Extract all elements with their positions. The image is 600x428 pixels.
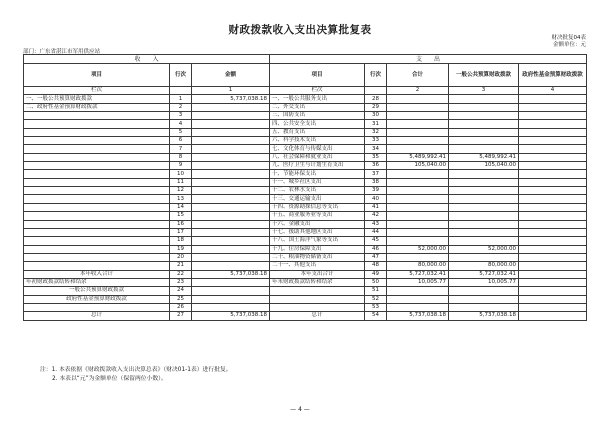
income-amount [192,112,270,120]
expense-line: 33 [365,137,387,145]
expense-general-budget [449,137,519,145]
income-amount [192,120,270,128]
income-item [24,262,170,270]
expense-line: 32 [365,128,387,136]
expense-item: 九、医疗卫生与计划生育支出 [270,162,365,170]
income-amount [192,162,270,170]
income-line: 3 [170,112,192,120]
table-row [24,303,587,311]
expense-gov-fund [519,178,587,186]
income-item [24,203,170,211]
expense-line: 29 [365,103,387,111]
expense-gov-fund [519,112,587,120]
footnotes [40,366,232,384]
income-item [24,245,170,253]
expense-item: 十五、商业服务业等支出 [270,212,365,220]
col-header-line: 行次 [170,64,192,87]
col-ref-1: 1 [192,87,270,95]
income-item [24,195,170,203]
expense-total [387,203,449,211]
income-amount [192,195,270,203]
expense-gov-fund [519,137,587,145]
expense-gov-fund [519,120,587,128]
expense-item: 十四、资源勘探信息等支出 [270,203,365,211]
expense-gov-fund [519,270,587,278]
income-amount [192,228,270,236]
income-line: 16 [170,220,192,228]
expense-item: 十一、城乡社区支出 [270,178,365,186]
expense-general-budget [449,120,519,128]
expense-line: 36 [365,162,387,170]
expense-general-budget [449,128,519,136]
income-item [24,162,170,170]
expense-gov-fund [519,162,587,170]
table-row [24,103,587,111]
expense-total [387,237,449,245]
table-row [24,170,587,178]
expense-total [387,145,449,153]
table-row [24,262,587,270]
income-amount [192,237,270,245]
col-ref-4: 4 [519,87,587,95]
income-line: 18 [170,237,192,245]
income-amount: 5,737,038.18 [192,95,270,103]
footnote-2: 2. 本表以“元”为金额单位（保留两位小数）。 [52,376,167,382]
expense-gov-fund [519,187,587,195]
income-item [24,170,170,178]
expense-general-budget [449,253,519,261]
expense-total: 5,489,992.41 [387,153,449,161]
col-header-general-budget: 一般公共预算财政拨款 [449,64,519,87]
expense-general-budget: 5,737,038.18 [449,312,519,320]
expense-total [387,253,449,261]
col-header-item-exp: 项目 [270,64,365,87]
table-row [24,253,587,261]
expense-total [387,103,449,111]
expense-line: 30 [365,112,387,120]
expense-item: 十二、农林水支出 [270,187,365,195]
income-amount [192,128,270,136]
expense-line: 44 [365,228,387,236]
income-section-header: 收 入 [24,55,270,64]
income-item [24,112,170,120]
table-row [24,128,587,136]
income-amount [192,278,270,286]
income-item: 二、政府性基金预算财政拨款 [24,103,170,111]
income-item [24,178,170,186]
table-row [24,120,587,128]
expense-general-budget [449,178,519,186]
expense-line: 47 [365,253,387,261]
income-line: 23 [170,278,192,286]
expense-total: 5,737,038.18 [387,312,449,320]
expense-gov-fund [519,145,587,153]
col-ref-label: 栏次 [24,87,170,95]
expense-general-budget: 80,000.00 [449,262,519,270]
column-ref-row [24,87,587,95]
expense-total: 52,000.00 [387,245,449,253]
expense-general-budget [449,212,519,220]
income-item: 一、一般公共预算财政拨款 [24,95,170,103]
expense-total [387,112,449,120]
expense-item: 六、科学技术支出 [270,137,365,145]
col-ref-2: 2 [387,87,449,95]
expense-line: 46 [365,245,387,253]
income-line: 17 [170,228,192,236]
income-item: 一般公共预算财政拨款 [24,287,170,295]
expense-total [387,95,449,103]
table-row [24,245,587,253]
income-amount [192,295,270,303]
form-meta [552,35,587,49]
col-header-gov-fund: 政府性基金预算财政拨款 [519,64,587,87]
expense-gov-fund [519,287,587,295]
income-line: 20 [170,253,192,261]
expense-item: 十七、援助其他地区支出 [270,228,365,236]
expense-item: 总计 [270,312,365,320]
expense-total [387,212,449,220]
expense-line: 37 [365,170,387,178]
income-item [24,120,170,128]
expense-general-budget: 105,040.00 [449,162,519,170]
expense-gov-fund [519,253,587,261]
expense-item: 十六、金融支出 [270,220,365,228]
expense-line: 40 [365,195,387,203]
expense-item: 二十一、其他支出 [270,262,365,270]
expense-item: 七、文化体育与传媒支出 [270,145,365,153]
income-line: 21 [170,262,192,270]
expense-total [387,128,449,136]
col-header-line-exp: 行次 [365,64,387,87]
income-amount [192,170,270,178]
expense-general-budget [449,103,519,111]
income-amount [192,145,270,153]
table-row [24,220,587,228]
col-header-amount: 金额 [192,64,270,87]
table-row [24,212,587,220]
table-row [24,162,587,170]
expense-item: 十九、住房保障支出 [270,245,365,253]
income-amount [192,137,270,145]
income-item: 政府性基金预算财政拨款 [24,295,170,303]
expense-line: 43 [365,220,387,228]
expense-item: 五、教育支出 [270,128,365,136]
expense-general-budget [449,203,519,211]
income-line: 22 [170,270,192,278]
unit-label: 金额单位：元 [552,42,586,48]
expense-gov-fund [519,220,587,228]
income-item [24,228,170,236]
section-header-row [24,55,587,64]
expense-general-budget: 10,005.77 [449,278,519,286]
income-amount [192,245,270,253]
income-line: 4 [170,120,192,128]
income-line: 14 [170,203,192,211]
expense-total: 10,005.77 [387,278,449,286]
expense-gov-fund [519,103,587,111]
expense-total: 80,000.00 [387,262,449,270]
expense-line: 39 [365,187,387,195]
income-item [24,253,170,261]
table-row [24,295,587,303]
expense-total [387,228,449,236]
expense-item [270,295,365,303]
income-line: 11 [170,178,192,186]
col-ref-empty [170,87,192,95]
form-code: 财决批复04表 [551,35,586,41]
expense-general-budget [449,287,519,295]
expense-line: 48 [365,262,387,270]
expense-total [387,220,449,228]
income-amount [192,212,270,220]
income-line: 25 [170,295,192,303]
expense-general-budget [449,303,519,311]
expense-gov-fund [519,95,587,103]
expense-total: 105,040.00 [387,162,449,170]
income-item [24,187,170,195]
expense-line: 31 [365,120,387,128]
expense-gov-fund [519,312,587,320]
expense-item: 八、社会保障和就业支出 [270,153,365,161]
income-item [24,237,170,245]
expense-gov-fund [519,153,587,161]
income-amount [192,262,270,270]
income-amount [192,287,270,295]
income-amount [192,220,270,228]
expense-gov-fund [519,203,587,211]
table-row [24,195,587,203]
income-amount: 5,737,038.18 [192,270,270,278]
income-item [24,220,170,228]
expense-gov-fund [519,212,587,220]
expense-gov-fund [519,303,587,311]
expense-item: 十三、交通运输支出 [270,195,365,203]
income-line: 5 [170,128,192,136]
income-amount [192,178,270,186]
page-number: — 4 — [290,406,310,413]
expense-item: 一、一般公共服务支出 [270,95,365,103]
expense-general-budget: 5,727,032.41 [449,270,519,278]
expense-line: 54 [365,312,387,320]
income-item: 本年收入合计 [24,270,170,278]
expense-total [387,303,449,311]
expense-item [270,287,365,295]
table-row [24,145,587,153]
expense-line: 28 [365,95,387,103]
income-line: 7 [170,145,192,153]
table-row [24,112,587,120]
expense-item: 二、外交支出 [270,103,365,111]
expense-gov-fund [519,128,587,136]
expense-item: 四、公共安全支出 [270,120,365,128]
expense-item: 本年支出合计 [270,270,365,278]
expense-gov-fund [519,278,587,286]
income-item [24,153,170,161]
income-amount [192,103,270,111]
income-line: 9 [170,162,192,170]
expense-general-budget [449,95,519,103]
col-ref-3: 3 [449,87,519,95]
income-amount [192,253,270,261]
expense-general-budget [449,228,519,236]
income-item: 年初财政拨款结转和结余 [24,278,170,286]
expense-total [387,137,449,145]
income-line: 15 [170,212,192,220]
income-item [24,145,170,153]
income-line: 12 [170,187,192,195]
col-ref-empty-exp [365,87,387,95]
expense-line: 51 [365,287,387,295]
expense-gov-fund [519,245,587,253]
income-line: 10 [170,170,192,178]
table-row [24,187,587,195]
expense-line: 52 [365,295,387,303]
income-item [24,303,170,311]
footnote-1: 注：1. 本表依据《财政拨款收入支出决算总表》（财决01-1表）进行批复。 [40,367,232,373]
expense-line: 34 [365,145,387,153]
income-amount [192,187,270,195]
expense-total [387,195,449,203]
expense-item: 三、国防支出 [270,112,365,120]
expense-item: 十、节能环保支出 [270,170,365,178]
expense-total: 5,727,032.41 [387,270,449,278]
expense-item: 二十、粮油物资储备支出 [270,253,365,261]
income-item [24,212,170,220]
income-line: 13 [170,195,192,203]
expense-general-budget: 5,489,992.41 [449,153,519,161]
income-item [24,137,170,145]
income-amount [192,153,270,161]
table-row [24,153,587,161]
income-item: 总计 [24,312,170,320]
income-amount: 5,737,038.18 [192,312,270,320]
expense-general-budget [449,145,519,153]
income-line: 6 [170,137,192,145]
expense-total [387,178,449,186]
table-row [24,178,587,186]
expense-line: 42 [365,212,387,220]
expense-gov-fund [519,237,587,245]
expense-total [387,120,449,128]
department-label: 部门：广东省湛江市军用供应站 [23,49,101,55]
income-line: 26 [170,303,192,311]
expense-line: 53 [365,303,387,311]
expense-general-budget [449,187,519,195]
expense-line: 49 [365,270,387,278]
expense-total [387,295,449,303]
expense-general-budget [449,195,519,203]
expense-gov-fund [519,170,587,178]
expense-line: 41 [365,203,387,211]
expense-line: 38 [365,178,387,186]
table-row [24,228,587,236]
income-line: 1 [170,95,192,103]
table-row [24,95,587,103]
expense-gov-fund [519,262,587,270]
income-line: 2 [170,103,192,111]
income-line: 27 [170,312,192,320]
table-row [24,137,587,145]
income-line: 19 [170,245,192,253]
expense-gov-fund [519,295,587,303]
expense-gov-fund [519,228,587,236]
table-row [24,312,587,320]
expense-general-budget [449,220,519,228]
table-row [24,203,587,211]
table-row [24,270,587,278]
col-ref-label-exp: 栏次 [270,87,365,95]
expense-general-budget [449,170,519,178]
expense-item: 年末财政拨款结转和结余 [270,278,365,286]
table-row [24,287,587,295]
col-header-item: 项目 [24,64,170,87]
col-header-total: 合计 [387,64,449,87]
table-row [24,278,587,286]
expense-item [270,303,365,311]
expense-item: 十八、国土海洋气象等支出 [270,237,365,245]
expense-general-budget [449,112,519,120]
column-header-row [24,64,587,87]
expense-general-budget [449,237,519,245]
income-line: 24 [170,287,192,295]
expense-total [387,187,449,195]
income-amount [192,303,270,311]
expense-line: 50 [365,278,387,286]
expense-general-budget: 52,000.00 [449,245,519,253]
expense-general-budget [449,295,519,303]
income-line: 8 [170,153,192,161]
page-title: 财政拨款收入支出决算批复表 [228,24,372,36]
expense-total [387,287,449,295]
expense-total [387,170,449,178]
income-amount [192,203,270,211]
expense-line: 35 [365,153,387,161]
expense-gov-fund [519,195,587,203]
table-row [24,237,587,245]
budget-table [23,54,587,321]
expense-line: 45 [365,237,387,245]
income-item [24,128,170,136]
expense-section-header: 支 出 [270,55,587,64]
